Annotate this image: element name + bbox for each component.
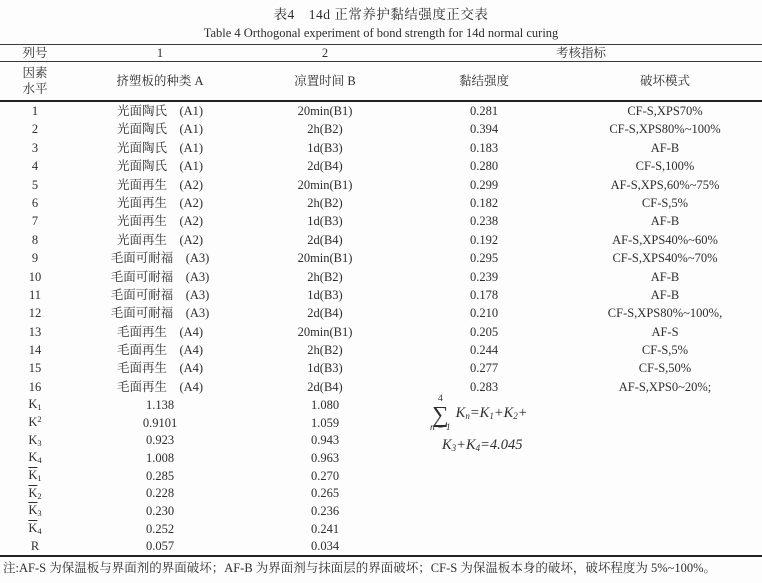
table-row [0,176,762,194]
factor-b-cell: 20min(B1) [297,324,353,339]
level-label: 水平 [22,82,48,96]
header-row-columns [0,45,762,62]
table-row [0,194,762,212]
stat-b-value: 0.963 [310,450,340,465]
row-number: 2 [31,122,39,137]
strength-cell: 0.182 [469,195,499,210]
factor-b-cell: 2d(B4) [307,159,343,174]
strength-cell: 0.239 [469,269,499,284]
table-row [0,286,762,304]
row-number: 11 [28,287,42,302]
table-row [0,101,762,120]
mode-cell: CF-S,100% [635,159,695,174]
assess-index-label: 考核指标 [400,45,762,62]
factor-b-header: 凉置时间 B [250,62,400,102]
table-row [0,231,762,249]
table-row [0,359,762,377]
mode-cell: AF-B [650,140,680,155]
row-number: 14 [28,343,42,358]
strength-cell: 0.205 [469,324,499,339]
stat-b-value: 0.034 [310,539,340,554]
strength-header: 黏结强度 [400,62,568,102]
factor-b-cell: 2h(B2) [307,122,343,137]
mode-cell: AF-S,XPS40%~60% [612,232,718,247]
stat-row [0,538,762,557]
factor-a-cell: 光面陶氏 (A1) [116,159,204,174]
stat-b-value: 0.943 [310,433,340,448]
stat-label: $\overline{K}_1$ [28,467,42,483]
factor-b-cell: 1d(B3) [307,140,343,155]
col-number-label: 列号 [0,45,70,62]
strength-cell: 0.238 [469,214,499,229]
stat-label-cell [0,414,70,432]
stat-b-value: 1.059 [310,415,340,430]
table-row [0,120,762,138]
k-sum-formula [430,395,528,453]
table-row [0,212,762,230]
table-title-english: Table 4 Orthogonal experiment of bond strength for 14d normal curing [203,26,559,40]
mode-cell: CF-S,XPS70% [627,104,703,118]
row-number: 3 [31,140,39,155]
summation-symbol: 4 ∑ n = 1 [430,394,451,434]
row-number: 6 [31,195,39,210]
stat-b-value: 1.080 [310,397,340,412]
mode-cell: AF-S,XPS,60%~75% [610,177,720,192]
mode-cell: CF-S,XPS40%~70% [612,251,718,266]
strength-cell: 0.299 [469,177,499,192]
mode-cell: AF-S,XPS0~20%; [618,379,712,394]
factor-a-cell: 毛面再生 (A4) [116,324,204,339]
formula-line2: $K_3+K_4=4.045$ [442,436,523,453]
factor-b-cell: 2h(B2) [307,269,343,284]
factor-a-cell: 毛面可耐福 (A3) [110,251,210,266]
stat-label: $K^2$ [28,413,42,429]
stat-label: $K_1$ [28,397,42,413]
stat-row [0,396,762,414]
row-number: 15 [28,361,42,376]
stat-a-value: 0.285 [145,468,175,483]
factor-a-cell: 毛面再生 (A4) [116,361,204,376]
table-row [0,268,762,286]
row-number: 16 [28,379,42,394]
stat-label-cell [0,538,70,557]
table-row [0,139,762,157]
factor-a-cell: 毛面可耐福 (A3) [110,306,210,321]
factor-a-cell: 毛面可耐福 (A3) [110,269,210,284]
orthogonal-experiment-table [0,44,762,557]
mode-cell: AF-B [650,214,680,229]
stat-a-value: 0.923 [145,433,175,448]
row-number: 10 [28,269,42,284]
stat-row [0,414,762,432]
stat-row [0,432,762,450]
stat-row [0,502,762,520]
stat-row [0,449,762,467]
strength-cell: 0.178 [469,287,499,302]
table-row [0,157,762,175]
stat-label-cell [0,502,70,520]
stat-b-value: 0.236 [310,504,340,519]
row-number: 9 [31,251,39,266]
table-row [0,378,762,396]
stat-b-value: 0.270 [310,468,340,483]
stat-a-value: 0.228 [145,486,175,501]
factor-a-cell: 光面再生 (A2) [116,232,204,247]
strength-cell: 0.394 [469,122,499,137]
row-number: 5 [31,177,39,192]
mode-cell: AF-S [651,324,679,339]
factor-a-cell: 光面再生 (A2) [116,177,204,192]
factor-b-cell: 20min(B1) [297,104,353,118]
row-number: 1 [31,104,39,118]
strength-cell: 0.283 [469,379,499,394]
strength-cell: 0.277 [469,361,499,376]
factor-a-cell: 毛面可耐福 (A3) [110,287,210,302]
row-number: 13 [28,324,42,339]
stat-label-cell [0,467,70,485]
col-2-label: 2 [250,45,400,62]
strength-cell: 0.295 [469,251,499,266]
stat-label-cell [0,396,70,414]
stat-a-value: 0.230 [145,504,175,519]
factor-a-cell: 光面再生 (A2) [116,214,204,229]
factor-b-cell: 2d(B4) [307,379,343,394]
strength-cell: 0.183 [469,140,499,155]
stat-label: $K_4$ [28,450,42,466]
stat-a-value: 1.138 [145,397,175,412]
stat-b-value: 0.241 [310,521,340,536]
mode-cell: CF-S,50% [638,361,692,376]
mode-cell: CF-S,5% [641,195,689,210]
stat-label-cell [0,432,70,450]
stat-label: $K_3$ [28,432,42,448]
stat-label-cell [0,520,70,538]
factor-b-cell: 1d(B3) [307,214,343,229]
factor-b-cell: 20min(B1) [297,177,353,192]
strength-cell: 0.281 [469,104,499,118]
factor-a-header: 挤塑板的种类 A [70,62,250,102]
factor-b-cell: 2d(B4) [307,306,343,321]
row-number: 12 [28,306,42,321]
table-row [0,323,762,341]
row-number: 8 [31,232,39,247]
header-row-factors [0,62,762,102]
table-row [0,304,762,322]
stat-row [0,467,762,485]
stat-a-value: 0.9101 [142,415,178,430]
mode-cell: CF-S,XPS80%~100% [609,122,721,137]
stat-label: $\overline{K}_2$ [28,485,42,501]
strength-cell: 0.192 [469,232,499,247]
factor-b-cell: 2d(B4) [307,232,343,247]
stat-row [0,520,762,538]
factor-a-cell: 毛面再生 (A4) [116,379,204,394]
strength-cell: 0.210 [469,306,499,321]
col-1-label: 1 [70,45,250,62]
table-row [0,341,762,359]
factor-b-cell: 1d(B3) [307,287,343,302]
mode-cell: CF-S,5% [641,343,689,358]
stat-label-cell [0,485,70,503]
table-footnote: 注:AF-S 为保温板与界面剂的界面破坏；AF-B 为界面剂与抹面层的界面破坏；CF-S 为保温板本身的破坏，破坏程度为 5%~100%。 [3,561,717,575]
factor-a-cell: 光面陶氏 (A1) [116,122,204,137]
strength-cell: 0.244 [469,343,499,358]
stat-a-value: 1.008 [145,450,175,465]
factor-a-cell: 光面再生 (A2) [116,195,204,210]
table-title-chinese: 表4 14d 正常养护黏结强度正交表 [273,7,489,22]
factor-b-cell: 2h(B2) [307,195,343,210]
factor-a-cell: 光面陶氏 (A1) [116,140,204,155]
stat-row [0,485,762,503]
formula-line1: $K_n=K_1+K_2+$ [455,405,528,422]
stat-a-value: 0.252 [145,521,175,536]
mode-cell: CF-S,XPS80%~100%, [607,306,723,321]
factor-level-cell [0,62,70,102]
row-number: 4 [31,159,39,174]
factor-b-cell: 20min(B1) [297,251,353,266]
mode-cell: AF-B [650,269,680,284]
factor-label: 因素 [22,66,48,80]
factor-a-cell: 毛面再生 (A4) [116,343,204,358]
factor-a-cell: 光面陶氏 (A1) [116,104,204,118]
stat-label: $\overline{K}_3$ [28,503,42,519]
strength-cell: 0.280 [469,159,499,174]
stat-a-value: 0.057 [145,539,175,554]
row-number: 7 [31,214,39,229]
factor-b-cell: 2h(B2) [307,343,343,358]
stat-label-cell [0,449,70,467]
stat-b-value: 0.265 [310,486,340,501]
table-row [0,249,762,267]
mode-header: 破坏模式 [568,62,762,102]
factor-b-cell: 1d(B3) [307,361,343,376]
mode-cell: AF-B [650,287,680,302]
stat-label: R [30,538,40,553]
stat-label: $\overline{K}_4$ [28,521,42,537]
